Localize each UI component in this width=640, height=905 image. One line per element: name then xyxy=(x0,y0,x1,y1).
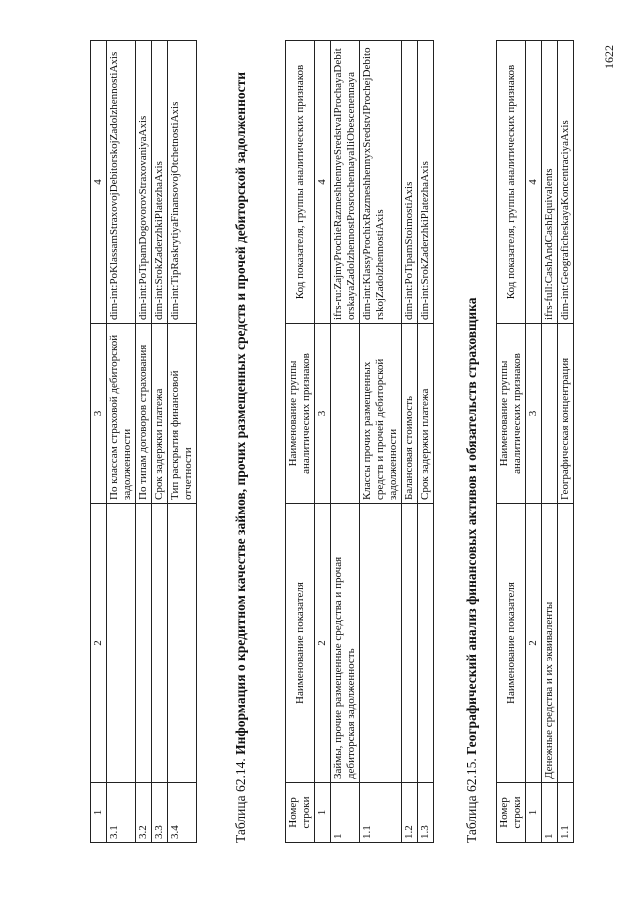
row-code: dim-int:SrokZaderzhkiPlatezhaAxis xyxy=(152,41,168,324)
header-col-1: 1 xyxy=(91,783,107,843)
table-row xyxy=(107,41,136,843)
table-row xyxy=(418,41,434,843)
table-header-numbers-row xyxy=(526,41,542,843)
header-col-1: 1 xyxy=(526,783,542,843)
row-number: 3.1 xyxy=(107,783,136,843)
header-col-3: 3 xyxy=(315,324,331,504)
row-group xyxy=(542,324,558,504)
row-number: 1 xyxy=(542,783,558,843)
row-name: Займы, прочие размещенные средства и прочая дебиторская задолженность xyxy=(331,504,360,783)
table-row xyxy=(402,41,418,843)
row-name xyxy=(168,504,197,783)
row-number: 1.1 xyxy=(558,783,574,843)
row-group: Балансовая стоимость xyxy=(402,324,418,504)
header-code: Код показателя, группы аналитических признаков xyxy=(497,41,526,324)
table-row xyxy=(542,41,558,843)
row-name xyxy=(402,504,418,783)
row-number: 1.3 xyxy=(418,783,434,843)
row-number: 3.2 xyxy=(136,783,152,843)
row-group: Срок задержки платежа xyxy=(418,324,434,504)
row-group: По классам страховой дебиторской задолженности xyxy=(107,324,136,504)
header-col-3: 3 xyxy=(526,324,542,504)
header-col-3: 3 xyxy=(91,324,107,504)
header-col-4: 4 xyxy=(315,41,331,324)
row-number: 1.1 xyxy=(360,783,402,843)
row-code: dim-int:PoTipamDogovorovStraxovaniyaAxis xyxy=(136,41,152,324)
table-62-14 xyxy=(285,40,434,843)
row-group: Тип раскрытия финансовой отчетности xyxy=(168,324,197,504)
table-row xyxy=(360,41,402,843)
row-code: dim-int:PoKlassamStraxovojDebitorskojZadolzhennostiAxis xyxy=(107,41,136,324)
table-row xyxy=(168,41,197,843)
row-number: 1 xyxy=(331,783,360,843)
header-name: Наименование показателя xyxy=(286,504,315,783)
row-name xyxy=(558,504,574,783)
page-number: 1622 xyxy=(602,45,616,69)
header-col-2: 2 xyxy=(526,504,542,783)
header-col-2: 2 xyxy=(315,504,331,783)
row-name xyxy=(136,504,152,783)
table-header-row xyxy=(497,41,526,843)
row-group: Срок задержки платежа xyxy=(152,324,168,504)
table-row xyxy=(136,41,152,843)
caption-title: Географический анализ финансовых активов и обязательств страховщика xyxy=(464,297,479,755)
row-name xyxy=(418,504,434,783)
table-row xyxy=(152,41,168,843)
header-group: Наименование группы аналитических признаков xyxy=(286,324,315,504)
table-62-15 xyxy=(496,40,574,843)
header-col-4: 4 xyxy=(526,41,542,324)
row-code: ifrs-ru:ZajmyProchieRazmeshhennyeSredstvaIProchayaDebitorskayaZadolzhennostProsrochennayaIliObescenennaya xyxy=(331,41,360,324)
row-code: dim-int:PoTipamStoimostiAxis xyxy=(402,41,418,324)
header-col-2: 2 xyxy=(91,504,107,783)
row-code: dim-int:KlassyProchixRazmeshhennyxSredstvIProchejDebitorskojZadolzhennostiAxis xyxy=(360,41,402,324)
row-code: ifrs-full:CashAndCashEquivalents xyxy=(542,41,558,324)
table-62-14-caption xyxy=(232,41,249,843)
table-row xyxy=(558,41,574,843)
header-group: Наименование группы аналитических признаков xyxy=(497,324,526,504)
header-col-4: 4 xyxy=(91,41,107,324)
row-number: 1.2 xyxy=(402,783,418,843)
header-num: Номер строки xyxy=(286,783,315,843)
table-header-row xyxy=(286,41,315,843)
row-group: По типам договоров страхования xyxy=(136,324,152,504)
caption-title: Информация о кредитном качестве займов, прочих размещенных средств и прочей дебиторской задолженности xyxy=(233,72,248,755)
row-name xyxy=(360,504,402,783)
row-number: 3.3 xyxy=(152,783,168,843)
header-code: Код показателя, группы аналитических признаков xyxy=(286,41,315,324)
caption-prefix: Таблица 62.14. xyxy=(233,758,248,843)
header-col-1: 1 xyxy=(315,783,331,843)
row-number: 3.4 xyxy=(168,783,197,843)
row-code: dim-int:GeograficheskayaKoncentraciyaAxis xyxy=(558,41,574,324)
header-num: Номер строки xyxy=(497,783,526,843)
table-header-row xyxy=(91,41,107,843)
row-name xyxy=(152,504,168,783)
row-name: Денежные средства и их эквиваленты xyxy=(542,504,558,783)
row-code: dim-int:SrokZaderzhkiPlatezhaAxis xyxy=(418,41,434,324)
row-code: dim-int:TipRaskrytiyaFinansovojOtchetnostiAxis xyxy=(168,41,197,324)
table-continuation xyxy=(90,40,197,843)
header-name: Наименование показателя xyxy=(497,504,526,783)
table-row xyxy=(331,41,360,843)
table-62-15-caption xyxy=(463,41,480,843)
row-name xyxy=(107,504,136,783)
row-group xyxy=(331,324,360,504)
row-group: Классы прочих размещенных средств и прочей дебиторской задолженности xyxy=(360,324,402,504)
caption-prefix: Таблица 62.15. xyxy=(464,758,479,843)
row-group: Географическая концентрация xyxy=(558,324,574,504)
table-header-numbers-row xyxy=(315,41,331,843)
